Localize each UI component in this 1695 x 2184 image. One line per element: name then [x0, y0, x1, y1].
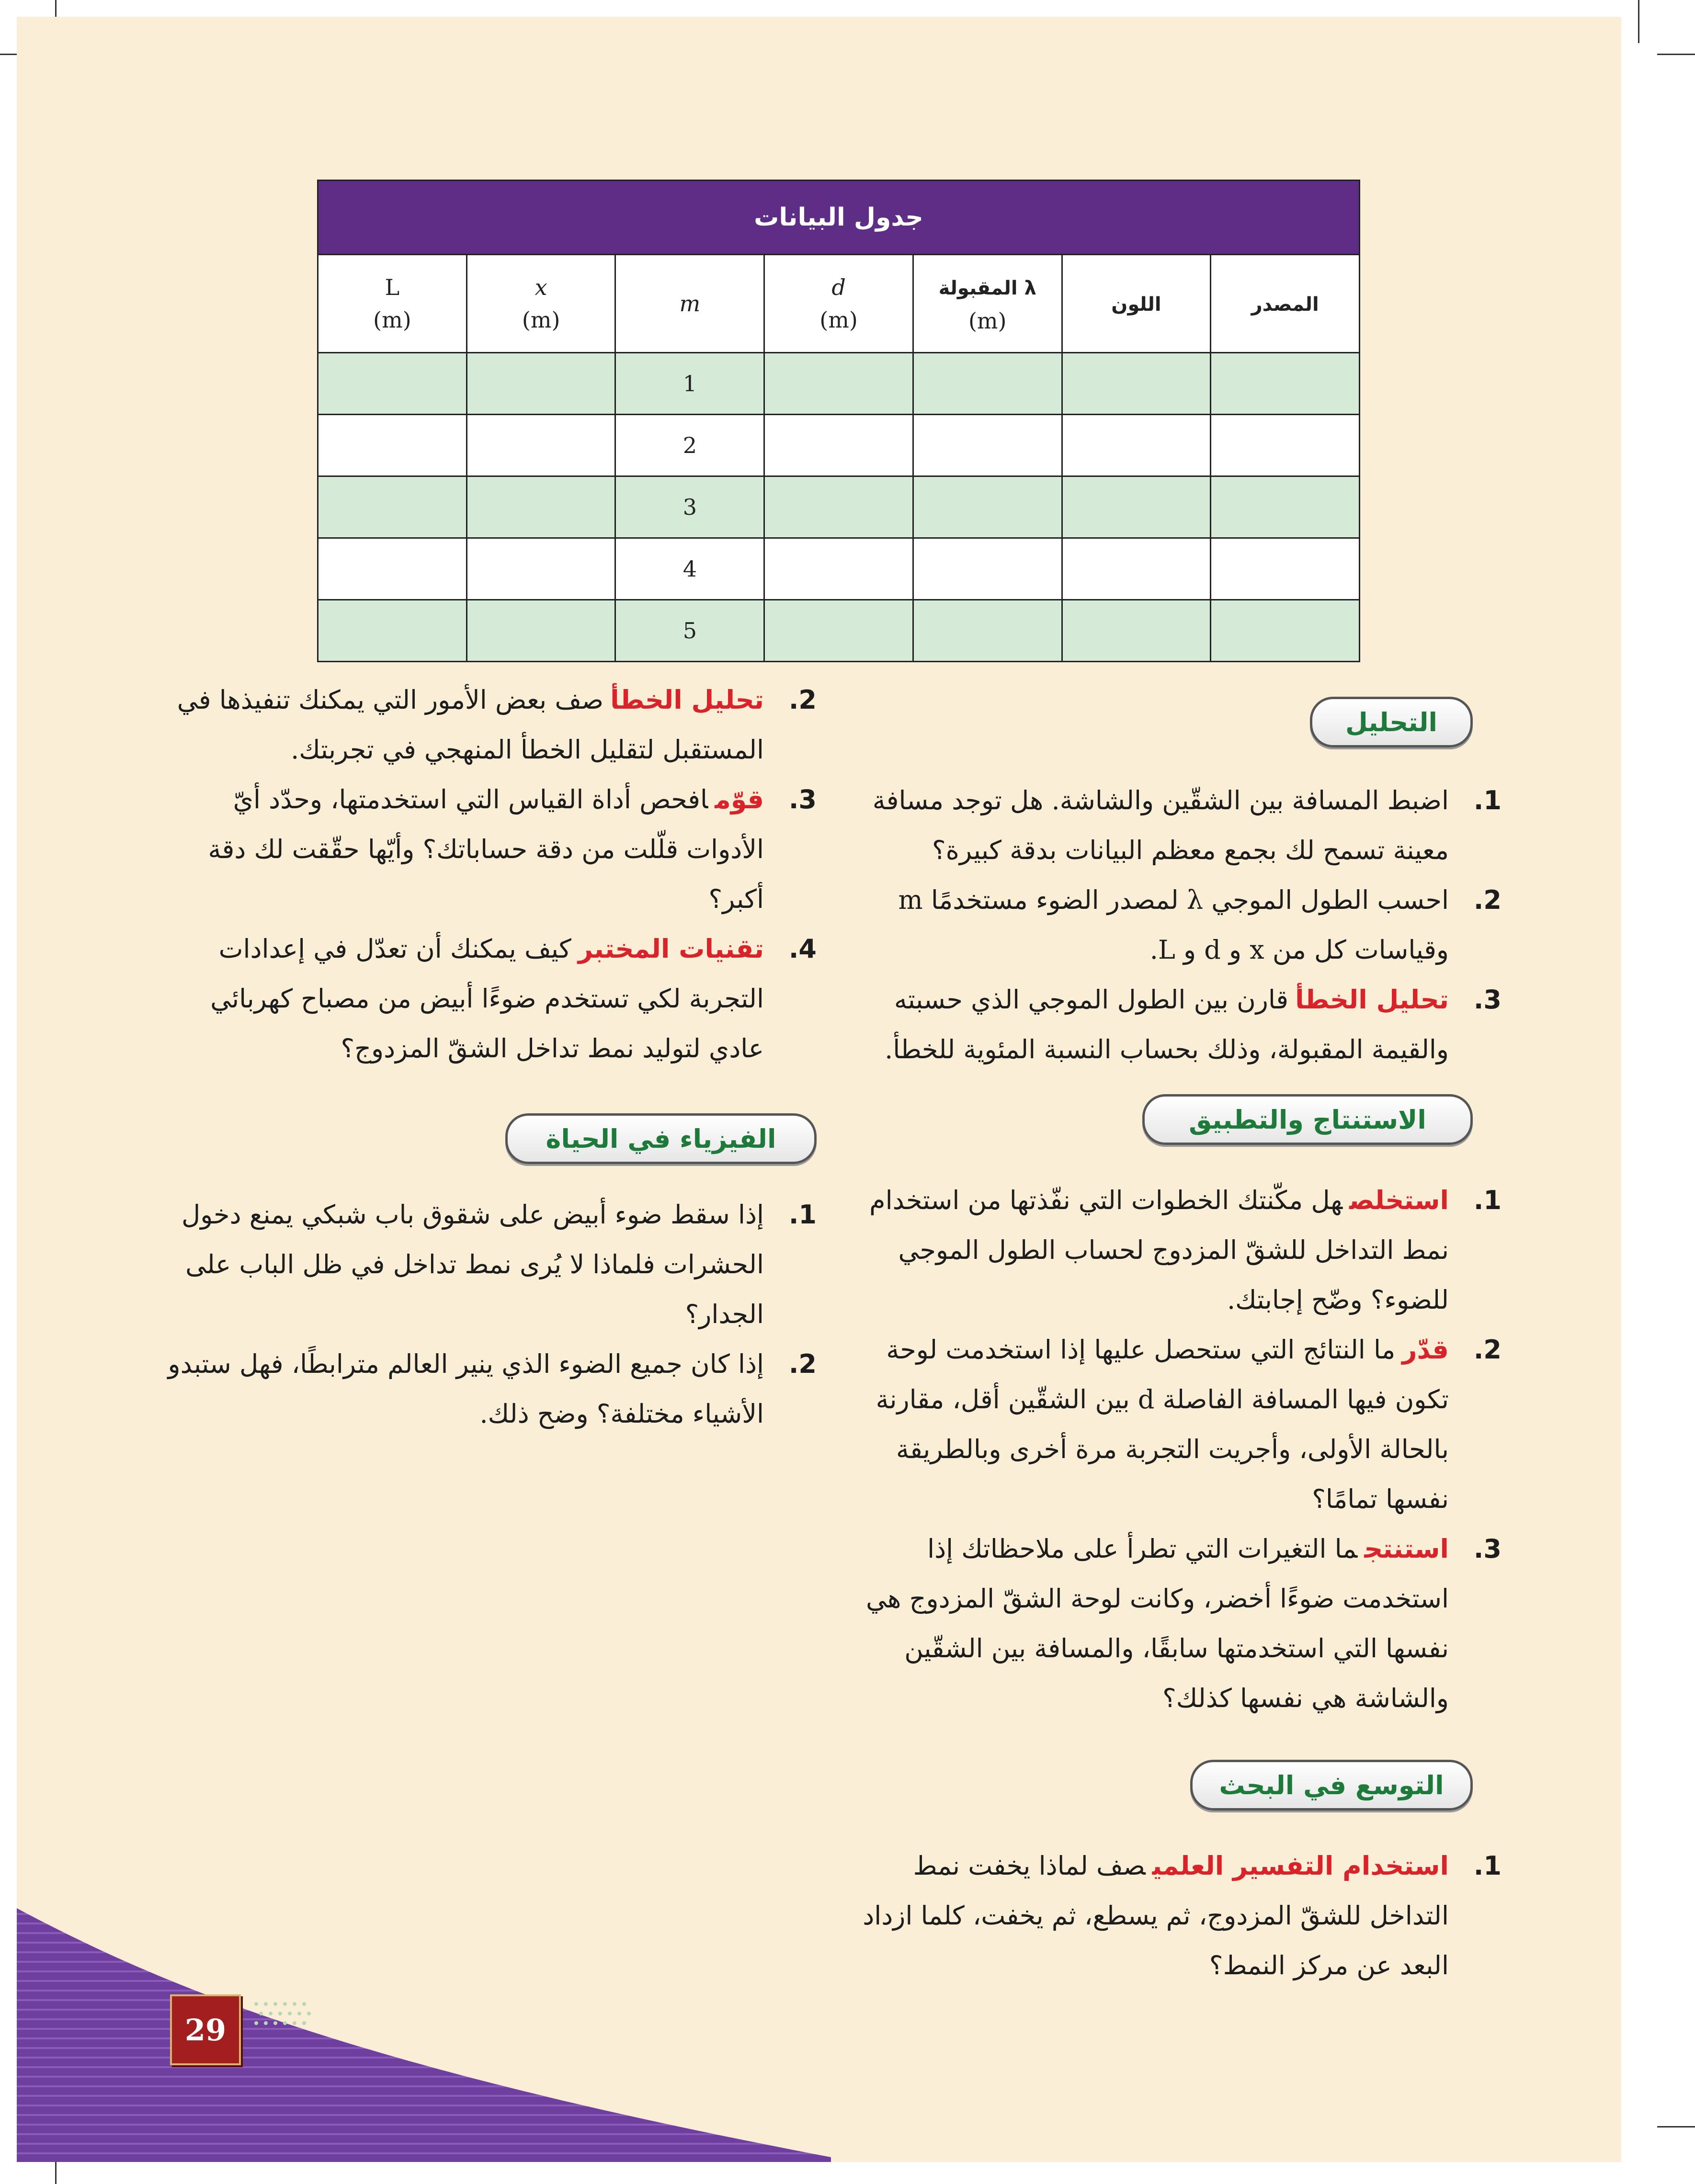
header-m: m — [615, 255, 764, 353]
data-table — [317, 180, 1360, 662]
table-title: جدول البيانات — [318, 181, 1360, 255]
list-item — [831, 1325, 1502, 1524]
table-row — [318, 415, 1360, 476]
table-cell[interactable] — [1062, 476, 1211, 538]
table-cell[interactable] — [318, 353, 467, 415]
item-keyword: قوّم — [715, 784, 764, 815]
row-number: 2 — [615, 415, 764, 476]
table-cell[interactable] — [318, 538, 467, 600]
table-row — [318, 353, 1360, 415]
list-item — [160, 775, 817, 924]
table-cell[interactable] — [466, 600, 615, 662]
row-number: 1 — [615, 353, 764, 415]
header-L: L (m) — [318, 255, 467, 353]
table-cell[interactable] — [1211, 476, 1360, 538]
table-cell[interactable] — [1062, 538, 1211, 600]
decorative-wave — [17, 1908, 831, 2162]
research-heading: التوسع في البحث — [1190, 1760, 1473, 1811]
row-number: 4 — [615, 538, 764, 600]
table-cell[interactable] — [764, 476, 913, 538]
table-cell[interactable] — [318, 415, 467, 476]
item-keyword: تحليل الخطأ — [610, 685, 764, 715]
list-item — [831, 1524, 1502, 1723]
item-number: 3. — [1473, 1534, 1502, 1564]
table-cell[interactable] — [466, 415, 615, 476]
table-cell[interactable] — [913, 538, 1062, 600]
item-text: إذا سقط ضوء أبيض على شقوق باب شبكي يمنع دخول الحشرات فلماذا لا يُرى نمط تداخل في ظل الباب على الجدار؟ — [182, 1200, 764, 1329]
item-number: 1. — [788, 1200, 817, 1230]
table-cell[interactable] — [1062, 415, 1211, 476]
item-number: 2. — [1473, 885, 1502, 915]
table-cell[interactable] — [466, 538, 615, 600]
header-d: d (m) — [764, 255, 913, 353]
item-number: 1. — [1473, 1185, 1502, 1215]
table-row — [318, 476, 1360, 538]
item-text: كيف يمكنك أن تعدّل في إعدادات التجربة لكي تستخدم ضوءًا أبيض من مصباح كهربائي عادي لتوليد نمط تداخل الشقّ المزدوج؟ — [210, 934, 764, 1064]
item-number: 2. — [788, 685, 817, 715]
table-cell[interactable] — [913, 415, 1062, 476]
table-cell[interactable] — [466, 476, 615, 538]
item-number: 2. — [788, 1349, 817, 1379]
item-number: 3. — [1473, 984, 1502, 1015]
row-number: 5 — [615, 600, 764, 662]
row-number: 3 — [615, 476, 764, 538]
crop-mark — [1638, 0, 1639, 43]
list-item — [831, 1176, 1502, 1325]
table-row — [318, 600, 1360, 662]
decorative-dots — [251, 1999, 328, 2042]
item-text: هل مكّنتك الخطوات التي نفّذتها من استخدام نمط التداخل للشقّ المزدوج لحساب الطول الموجي للضوء؟ وضّح إجابتك. — [869, 1185, 1449, 1315]
item-text: صف بعض الأمور التي يمكنك تنفيذها في المستقبل لتقليل الخطأ المنهجي في تجربتك. — [177, 685, 764, 765]
table-cell[interactable] — [913, 600, 1062, 662]
table-cell[interactable] — [318, 600, 467, 662]
item-keyword: استخلص — [1349, 1185, 1449, 1215]
page — [17, 17, 1621, 2162]
list-item — [831, 1841, 1502, 1991]
list-item — [831, 975, 1502, 1075]
header-source: المصدر — [1211, 255, 1360, 353]
list-item — [160, 1190, 817, 1339]
item-keyword: تقنيات المختبر — [578, 934, 764, 964]
table-cell[interactable] — [764, 600, 913, 662]
table-cell[interactable] — [1062, 353, 1211, 415]
table-cell[interactable] — [1062, 600, 1211, 662]
conclusions-heading: الاستنتاج والتطبيق — [1142, 1094, 1473, 1145]
header-accepted-lambda: λ المقبولة (m) — [913, 255, 1062, 353]
table-cell[interactable] — [764, 538, 913, 600]
table-cell[interactable] — [1211, 353, 1360, 415]
item-keyword: قدّر — [1402, 1335, 1449, 1365]
crop-mark — [1657, 2126, 1695, 2127]
table-row — [318, 538, 1360, 600]
item-text: اضبط المسافة بين الشقّين والشاشة. هل توجد مسافة معينة تسمح لك بجمع معظم البيانات بدقة كبيرة؟ — [872, 785, 1449, 865]
item-text: صف لماذا يخفت نمط التداخل للشقّ المزدوج، ثم يسطع، ثم يخفت، كلما ازداد البعد عن مركز النمط؟ — [863, 1851, 1449, 1980]
table-cell[interactable] — [318, 476, 467, 538]
item-text: إذا كان جميع الضوء الذي ينير العالم مترابطًا، فهل ستبدو الأشياء مختلفة؟ وضح ذلك. — [168, 1349, 764, 1429]
item-keyword: تحليل الخطأ — [1295, 984, 1449, 1015]
conclusions-list — [831, 1176, 1502, 1723]
list-item — [160, 675, 817, 775]
list-item — [160, 924, 817, 1074]
list-item — [831, 776, 1502, 875]
header-color: اللون — [1062, 255, 1211, 353]
left-list — [160, 675, 817, 1074]
list-item — [160, 1339, 817, 1439]
list-item — [831, 875, 1502, 975]
item-text: قارن بين الطول الموجي الذي حسبته والقيمة المقبولة، وذلك بحساب النسبة المئوية للخطأ. — [885, 984, 1449, 1064]
analysis-list — [831, 776, 1502, 1075]
crop-mark — [1657, 54, 1695, 55]
table-cell[interactable] — [913, 476, 1062, 538]
header-x: x (m) — [466, 255, 615, 353]
item-number: 1. — [1473, 1851, 1502, 1881]
table-cell[interactable] — [1211, 415, 1360, 476]
item-keyword: استخدام التفسير العلمي — [1152, 1851, 1449, 1881]
item-number: 1. — [1473, 785, 1502, 815]
analysis-heading: التحليل — [1310, 697, 1473, 747]
research-list — [831, 1841, 1502, 1991]
item-number: 3. — [788, 784, 817, 815]
page-number: 29 — [170, 1994, 241, 2065]
item-number: 4. — [788, 934, 817, 964]
physics-life-list — [160, 1190, 817, 1439]
table-cell[interactable] — [764, 353, 913, 415]
table-header-row — [318, 255, 1360, 353]
table-cell[interactable] — [764, 415, 913, 476]
physics-life-heading: الفيزياء في الحياة — [505, 1113, 817, 1164]
table-cell[interactable] — [1211, 600, 1360, 662]
item-text: احسب الطول الموجي λ لمصدر الضوء مستخدمًا m وقياسات كل من x و d و L. — [898, 885, 1449, 965]
item-keyword: استنتج — [1364, 1534, 1449, 1564]
item-text: ما التغيرات التي تطرأ على ملاحظاتك إذا استخدمت ضوءًا أخضر، وكانت لوحة الشقّ المزدوج هي نفسها التي استخدمتها سابقًا، والمسافة بين الشقّين والشاشة هي نفسها كذلك؟ — [865, 1534, 1449, 1713]
table-cell[interactable] — [466, 353, 615, 415]
item-text: ما النتائج التي ستحصل عليها إذا استخدمت لوحة تكون فيها المسافة الفاصلة d بين الشقّين أقل، مقارنة بالحالة الأولى، وأجريت التجربة مرة أخرى وبالطريقة نفسها تمامًا؟ — [876, 1335, 1449, 1514]
item-number: 2. — [1473, 1335, 1502, 1365]
item-text: افحص أداة القياس التي استخدمتها، وحدّد أيّ الأدوات قلّلت من دقة حساباتك؟ وأيّها حقّقت لك دقة أكبر؟ — [208, 784, 764, 914]
table-cell[interactable] — [913, 353, 1062, 415]
table-cell[interactable] — [1211, 538, 1360, 600]
